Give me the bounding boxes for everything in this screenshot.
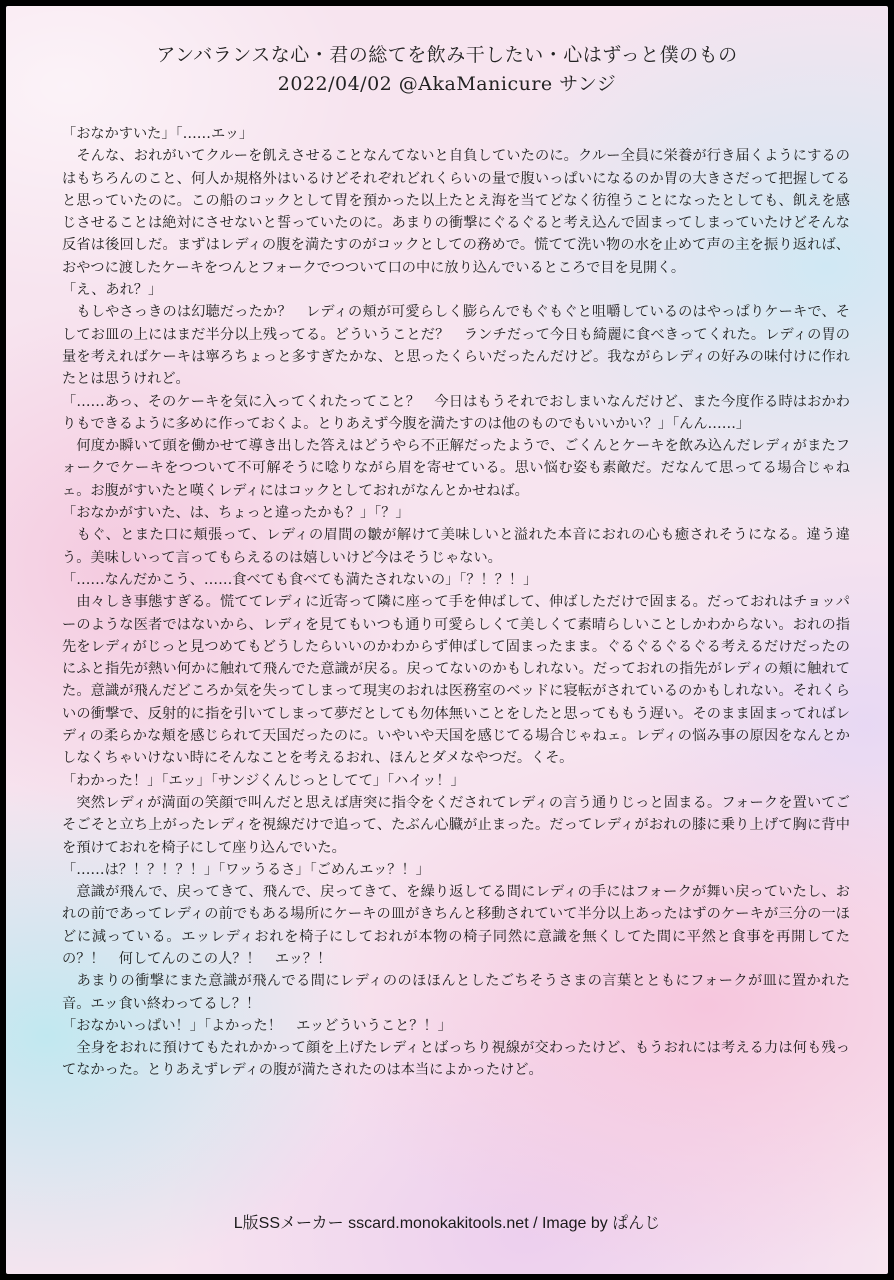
story-paragraph: 「わかった！」「エッ」「サンジくんじっとしてて」「ハイッ！」: [62, 772, 465, 789]
story-paragraph: そんな、おれがいてクルーを飢えさせることなんてないと自負していたのに。クルー全員に栄養が行き届くようにするのはもちろんのこと、何人か規格外はいるけどそれぞれどれくらいの量で腹いっぱいになるのか胃の大きさだって把握してると思っていたのに。この船のコックとして胃を預かった以上たとえ海を当てどなく彷徨うことになったとしても、飢えを感じさせることは絶対にさせないと誓っていたのに。あまりの衝撃にぐるぐると考え込んで固まってしまっていたけどそんな反省は後回しだ。まずはレディの腹を満たすのがコックとしての務めで。慌てて洗い物の水を止めて声の主を振り返れば、おやつに渡したケーキをつんとフォークでつついて口の中に放り込んでいるところで目を見開く。: [62, 148, 850, 276]
story-paragraph: 「……は？！？！？！」「ワッうるさ」「ごめんエッ？！」: [62, 861, 430, 878]
footer-credit: L版SSメーカー sscard.monokakitools.net / Image by ぱんじ: [233, 1215, 661, 1232]
story-paragraph: 「……あっ、そのケーキを気に入ってくれたってこと？ 今日はもうそれでおしまいなんだけど、また今度作る時はおかわりもできるように多めに作っておくよ。とりあえず今腹を満たすのは他のものでもいいかい？」「んん……」: [62, 393, 850, 432]
story-paragraph: もぐ、とまた口に頬張って、レディの眉間の皺が解けて美味しいと溢れた本音におれの心も癒されそうになる。違う違う。美味しいって言ってもらえるのは嬉しいけど今はそうじゃない。: [62, 527, 850, 566]
story-paragraph: 何度か瞬いて頭を働かせて導き出した答えはどうやら不正解だったようで、ごくんとケーキを飲み込んだレディがまたフォークでケーキをつついて不可解そうに唸りながら眉を寄せている。思い悩む姿も素敵だ。だなんて思ってる場合じゃねェ。お腹がすいたと嘆くレディにはコックとしておれがなんとかせねば。: [62, 438, 850, 499]
story-paragraph: 突然レディが満面の笑顔で叫んだと思えば唐突に指令をくだされてレディの言う通りじっと固まる。フォークを置いてごそごそと立ち上がったレディを視線だけで追って、たぶん心臓が止まった。だってレディがおれの膝に乗り上げて胸に背中を預けておれを椅子にして座り込んでいた。: [62, 794, 850, 856]
story-paragraph: 全身をおれに預けてもたれかかって顔を上げたレディとばっちり視線が交わったけど、もうおれには考える力は何も残ってなかった。とりあえずレディの腹が満たされたのは本当によかったけど。: [62, 1040, 850, 1079]
story-paragraph: 「……なんだかこう、……食べても食べても満たされないの」「？！？！」: [62, 571, 538, 588]
story-paragraph: 「おなかすいた」「……エッ」: [62, 126, 254, 142]
story-paragraph: 由々しき事態すぎる。慌ててレディに近寄って隣に座って手を伸ばして、伸ばしただけで固まる。だっておれはチョッパーのような医者ではないから、レディを見てもいつも通り可愛らしくて美しくて素晴らしいことしかわからない。おれの指先をレディがじっと見つめてもどうしたらいいのかわからず伸ばして固まったまま。ぐるぐるぐるぐる考えるだけだったのにふと指先が熱い何かに触れて飛んでた意識が戻る。戻ってないのかもしれない。だっておれの指先がレディの頬に触れてた。意識が飛んだどころか気を失ってしまって現実のおれは医務室のベッドに寝転がされているのかもしれない。それくらいの衝撃で、反射的に指を引いてしまって夢だとしても勿体無いことをしたと思ってももう遅い。そのまま固まってればレディの柔らかな頬を感じられて天国だったのに。いやいや天国を感じてる場合じゃねェ。レディの悩み事の原因をなんとかしなくちゃいけない時にそんなことを考えるおれ、ほんとダメなやつだ。くそ。: [62, 594, 850, 767]
story-date-author: 2022/04/02 @AkaManicure サンジ: [277, 73, 617, 95]
story-title: アンバランスな心・君の総てを飲み干したい・心はずっと僕のもの: [156, 44, 738, 66]
story-body: [62, 123, 850, 1082]
story-paragraph: あまりの衝撃にまた意識が飛んでる間にレディののほほんとしたごちそうさまの言葉とともにフォークが皿に置かれた音。エッ食い終わってるし？！: [62, 973, 850, 1012]
story-paragraph: 「おなかいっぱい！」「よかった！ エッどういうこと？！」: [62, 1017, 452, 1034]
story-paragraph: もしやさっきのは幻聴だったか？ レディの頬が可愛らしく膨らんでもぐもぐと咀嚼しているのはやっぱりケーキで、そしてお皿の上にはまだ半分以上残ってる。どういうことだ？ ランチだって今日も綺麗に食べきってくれた。レディの胃の量を考えればケーキは寧ろちょっと多すぎたかな、と思ったくらいだったんだけど。我ながらレディの好みの味付けに作れたとは思うけれど。: [62, 304, 850, 388]
story-paragraph: 意識が飛んで、戻ってきて、飛んで、戻ってきて、を繰り返してる間にレディの手にはフォークが舞い戻っていたし、おれの前であってレディの前でもある場所にケーキの皿がきちんと移動されていて半分以上あったはずのケーキが三分の一ほどに減っている。エッレディおれを椅子にしておれが本物の椅子同然に意識を無くしてた間に平然と食事を再開してたの？！ 何してんのこの人？！ エッ？！: [62, 884, 850, 967]
story-card: [6, 6, 888, 1274]
story-paragraph: 「え、あれ？」: [62, 282, 163, 299]
story-paragraph: 「おなかがすいた、は、ちょっと違ったかも？」「？」: [62, 505, 410, 522]
